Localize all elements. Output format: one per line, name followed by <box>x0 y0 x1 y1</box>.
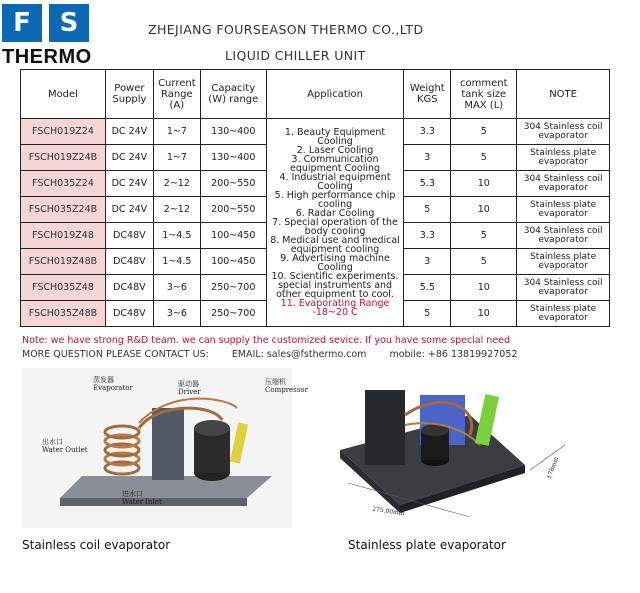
caption-coil: Stainless coil evaporator <box>22 538 171 552</box>
cell-weight: 5 <box>404 197 451 223</box>
header-tank: comment tank size MAX (L) <box>451 70 517 119</box>
cell-capacity: 250~700 <box>200 301 266 327</box>
cell-power: DC 24V <box>105 171 153 197</box>
cell-current: 1~7 <box>153 145 200 171</box>
cell-capacity: 100~450 <box>200 223 266 249</box>
application-item: 11. Evaporating Range -18~20 C <box>280 298 390 318</box>
cell-capacity: 100~450 <box>200 249 266 275</box>
header-note: NOTE <box>517 70 610 119</box>
cell-power: DC48V <box>105 223 153 249</box>
cell-current: 3~6 <box>153 275 200 301</box>
depth-dimension: 178mm <box>545 455 561 480</box>
contact-prompt: MORE QUESTION PLEASE CONTACT US: <box>22 349 209 360</box>
cell-weight: 3.3 <box>404 119 451 145</box>
logo-wordmark: THERMO <box>2 46 92 68</box>
cell-model: FSCH019Z48B <box>21 249 106 275</box>
cell-note: 304 Stainless coil evaporator <box>517 275 610 301</box>
driver-label: 驱动器 Driver <box>178 380 201 396</box>
header-model: Model <box>21 70 106 119</box>
cell-capacity: 130~400 <box>200 119 266 145</box>
cell-note: 304 Stainless coil evaporator <box>517 171 610 197</box>
width-dimension: 275.00mm <box>371 505 405 518</box>
spec-table <box>20 69 610 327</box>
cell-tank: 10 <box>451 301 517 327</box>
plate-evaporator-diagram <box>330 365 580 525</box>
cell-tank: 5 <box>451 223 517 249</box>
compressor <box>421 424 449 466</box>
table-header-row <box>21 70 610 119</box>
contact-line <box>22 349 537 360</box>
application-item: 1. Beauty Equipment Cooling <box>284 127 386 147</box>
cell-tank: 10 <box>451 171 517 197</box>
cell-capacity: 250~700 <box>200 275 266 301</box>
cell-tank: 10 <box>451 275 517 301</box>
compressor <box>194 420 230 481</box>
cell-power: DC 24V <box>105 145 153 171</box>
company-name: ZHEJIANG FOURSEASON THERMO CO.,LTD <box>148 22 424 37</box>
application-item: 4. Industrial equipment Cooling <box>279 172 391 192</box>
cell-note: Stainless plate evaporator <box>517 145 610 171</box>
cell-tank: 5 <box>451 119 517 145</box>
cell-weight: 3.3 <box>404 223 451 249</box>
header-power: Power Supply <box>105 70 153 119</box>
cell-tank: 5 <box>451 145 517 171</box>
cell-power: DC 24V <box>105 197 153 223</box>
compressor-label: 压缩机 Compressor <box>265 378 308 394</box>
cell-current: 1~7 <box>153 119 200 145</box>
cell-power: DC48V <box>105 301 153 327</box>
cell-weight: 5 <box>404 301 451 327</box>
cell-model: FSCH035Z24B <box>21 197 106 223</box>
cell-model: FSCH035Z24 <box>21 171 106 197</box>
cell-current: 2~12 <box>153 197 200 223</box>
cell-power: DC48V <box>105 275 153 301</box>
driver-box <box>152 408 184 480</box>
cell-model: FSCH019Z24B <box>21 145 106 171</box>
evaporator-label: 蒸发器 Evaporator <box>93 376 133 392</box>
cell-note: 304 Stainless coil evaporator <box>517 223 610 249</box>
cell-weight: 5.5 <box>404 275 451 301</box>
water-outlet-label: 出水口 Water Outlet <box>42 438 88 454</box>
cell-model: FSCH019Z48 <box>21 223 106 249</box>
header-capacity: Capacity (W) range <box>200 70 266 119</box>
header-application: Application <box>266 70 404 119</box>
cell-capacity: 200~550 <box>200 171 266 197</box>
application-item: 6. Radar Cooling <box>295 208 375 219</box>
cell-weight: 5.3 <box>404 171 451 197</box>
header-weight: Weight KGS <box>404 70 451 119</box>
table-row <box>21 119 610 145</box>
application-item: 3. Communication equipment Cooling <box>290 154 381 174</box>
cell-current: 1~4.5 <box>153 223 200 249</box>
cell-weight: 3 <box>404 145 451 171</box>
cell-model: FSCH019Z24 <box>21 119 106 145</box>
cell-capacity: 200~550 <box>200 197 266 223</box>
application-item: 2. Laser Cooling <box>296 145 374 156</box>
contact-email[interactable]: EMAIL: sales@fsthermo.com <box>231 349 367 360</box>
cell-applications <box>266 119 404 327</box>
application-item: 10. Scientific experiments. special instruments and other equipment to cool. <box>271 271 399 300</box>
cell-current: 2~12 <box>153 171 200 197</box>
plate-evaporator <box>365 390 405 465</box>
cell-model: FSCH035Z48 <box>21 275 106 301</box>
cell-current: 3~6 <box>153 301 200 327</box>
cell-note: Stainless plate evaporator <box>517 301 610 327</box>
water-inlet-label: 进水口 Water Inlet <box>122 490 162 506</box>
cell-capacity: 130~400 <box>200 145 266 171</box>
cell-weight: 3 <box>404 249 451 275</box>
cell-tank: 10 <box>451 197 517 223</box>
cell-note: Stainless plate evaporator <box>517 249 610 275</box>
cell-tank: 5 <box>451 249 517 275</box>
application-item: 8. Medical use and medical equipment cooling <box>270 235 400 255</box>
cell-current: 1~4.5 <box>153 249 200 275</box>
logo-letter-f: F <box>2 4 42 42</box>
contact-mobile: mobile: +86 13819927052 <box>389 349 518 360</box>
caption-plate: Stainless plate evaporator <box>348 538 506 552</box>
cell-model: FSCH035Z48B <box>21 301 106 327</box>
header-current: Current Range (A) <box>153 70 200 119</box>
cell-note: Stainless plate evaporator <box>517 197 610 223</box>
application-item: 7. Special operation of the body cooling <box>272 217 398 237</box>
logo-letter-s: S <box>49 4 89 42</box>
cell-note: 304 Stainless coil evaporator <box>517 119 610 145</box>
application-item: 9. Advertising machine Cooling <box>280 253 390 273</box>
cell-power: DC 24V <box>105 119 153 145</box>
cell-power: DC48V <box>105 249 153 275</box>
application-item: 5. High performance chip cooling <box>274 190 396 210</box>
customization-notice: Note: we have strong R&D team. we can supply the customized sevice. If you have some special need <box>22 335 511 346</box>
document-title: LIQUID CHILLER UNIT <box>225 48 366 63</box>
